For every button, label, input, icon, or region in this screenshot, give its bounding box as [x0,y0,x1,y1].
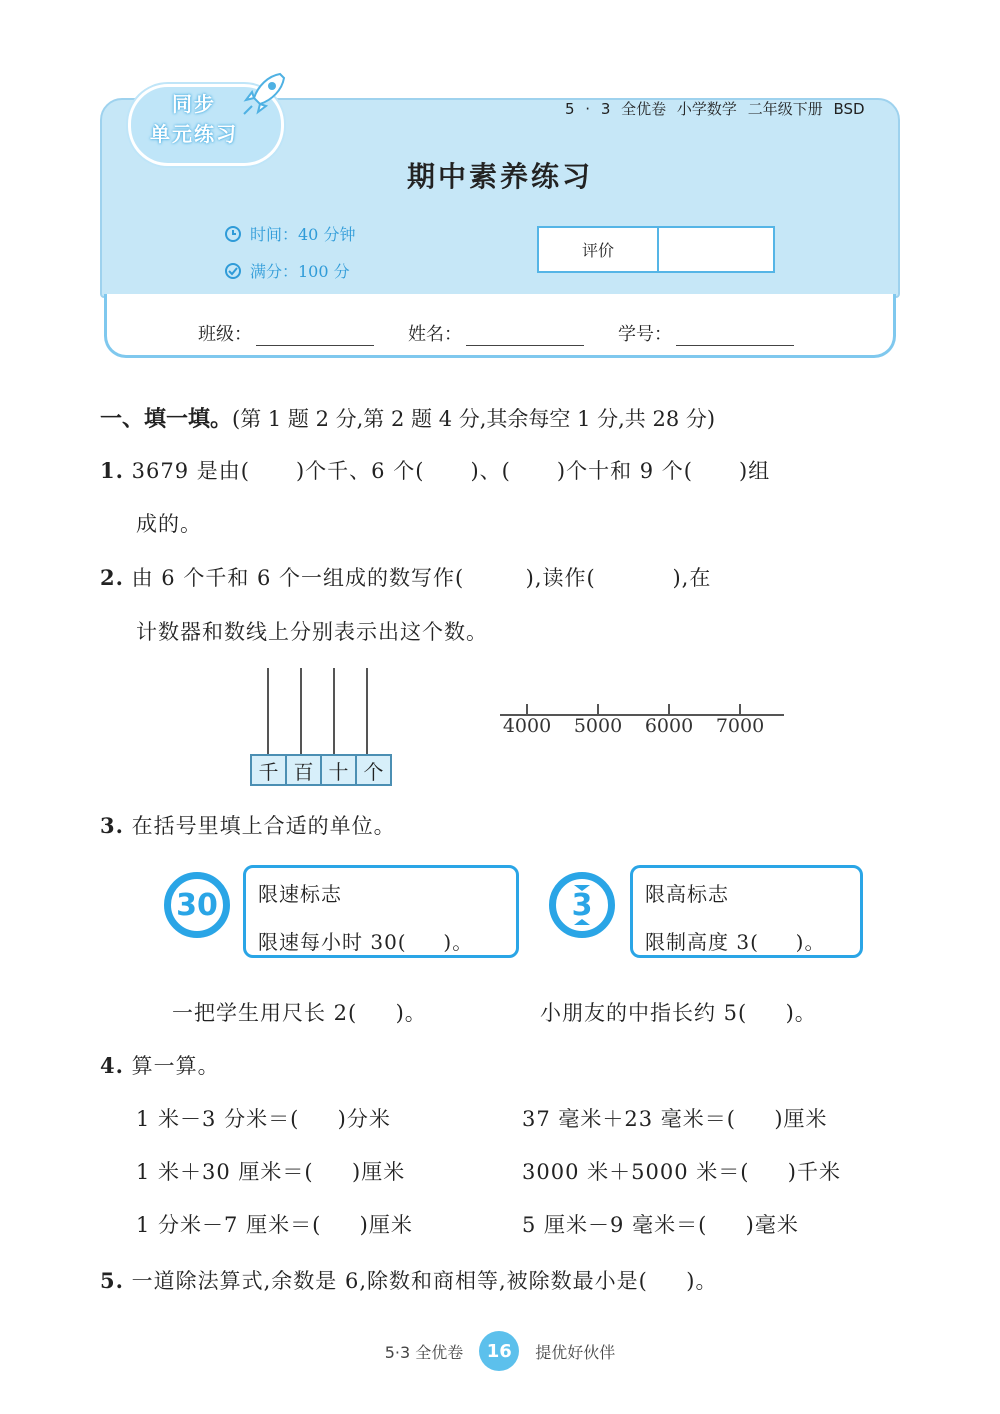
abacus-place-labels [250,754,390,786]
question-number: 4. [100,1053,124,1078]
badge-line1: 同步 [172,92,216,116]
class-label: 班级： [198,324,252,345]
abacus-counter[interactable] [250,668,390,786]
section-heading-title: 一、填一填。 [100,407,233,432]
question-1 [100,455,770,485]
question-5-text: 一道除法算式,余数是 6,除数和商相等,被除数最小是( )。 [131,1269,718,1293]
place-tens: 十 [320,754,357,786]
evaluation-field[interactable] [659,228,773,271]
page-number: 16 [479,1331,519,1371]
number-line-label: 4000 [502,715,552,737]
question-3 [100,810,396,840]
section-heading-note: (第 1 题 2 分,第 2 题 4 分,其余每空 1 分,共 28 分) [232,407,716,431]
height-limit-title: 限高标志 [645,882,729,906]
place-hundreds: 百 [285,754,322,786]
id-field [618,320,794,346]
ruler-question: 一把学生用尺长 2( )。 [172,1001,427,1025]
score-info [224,259,350,282]
question-2 [100,562,711,592]
calc-right-3: 5 厘米－9 毫米＝( )毫米 [522,1213,799,1237]
number-line-tick [668,704,670,715]
question-5 [100,1265,717,1295]
finger-question: 小朋友的中指长约 5( )。 [540,1001,817,1025]
speed-limit-text: 限速每小时 30( )。 [258,930,474,954]
badge-line2: 单元练习 [150,122,238,146]
question-3-text: 在括号里填上合适的单位。 [131,814,396,838]
height-limit-text: 限制高度 3( )。 [645,930,826,954]
question-2-line2: 计数器和数线上分别表示出这个数。 [136,620,488,644]
footer-right-text: 提优好伙伴 [535,1342,616,1362]
abacus-rod-thousands[interactable] [267,668,269,756]
check-circle-icon [224,262,242,280]
calc-left-3: 1 分米－7 厘米＝( )厘米 [136,1213,413,1237]
unit-badge [128,70,288,162]
footer-left-text: 5·3 全优卷 [384,1342,464,1362]
clock-icon [224,225,242,243]
number-line-tick [739,704,741,715]
question-number: 2. [100,565,124,590]
page-title: 期中素养练习 [406,160,593,193]
height-limit-card [630,865,863,958]
id-input-line[interactable] [676,325,794,346]
place-thousands: 千 [250,754,287,786]
time-label: 时间：40 分钟 [250,225,356,244]
name-label: 姓名： [408,324,462,345]
question-1-line2: 成的。 [136,512,202,536]
calc-right-2: 3000 米＋5000 米＝( )千米 [522,1160,841,1184]
calc-right-1: 37 毫米＋23 毫米＝( )厘米 [522,1107,828,1131]
number-line-label: 6000 [644,715,694,737]
question-4-text: 算一算。 [131,1054,220,1078]
series-info: 5 · 3 全优卷 小学数学 二年级下册 BSD [565,100,865,118]
question-1-line1: 3679 是由( )个千、6 个( )、( )个十和 9 个( )组 [131,459,771,483]
name-input-line[interactable] [466,325,584,346]
speed-limit-sign: 30 [164,872,230,938]
number-line-tick [526,704,528,715]
score-label: 满分：100 分 [250,262,350,281]
calc-left-1: 1 米－3 分米＝( )分米 [136,1107,391,1131]
rocket-icon [240,70,288,118]
abacus-rod-ones[interactable] [366,668,368,756]
id-label: 学号： [618,324,672,345]
speed-limit-card [243,865,519,958]
height-limit-value: 3 [571,887,593,923]
question-number: 1. [100,458,124,483]
name-field [408,320,584,346]
question-number: 3. [100,813,124,838]
question-2-line1: 由 6 个千和 6 个一组成的数写作( ),读作( ),在 [131,566,712,590]
evaluation-box [537,226,775,273]
question-number: 5. [100,1268,124,1293]
class-input-line[interactable] [256,325,374,346]
height-limit-sign [549,872,615,938]
number-line-label: 7000 [715,715,765,737]
place-ones: 个 [355,754,392,786]
class-field [198,320,374,346]
abacus-rod-hundreds[interactable] [300,668,302,756]
number-line-label: 5000 [573,715,623,737]
speed-limit-title: 限速标志 [258,882,342,906]
page-footer [0,1331,1000,1371]
time-info [224,222,355,245]
abacus-rod-tens[interactable] [333,668,335,756]
number-line-tick [597,704,599,715]
evaluation-label: 评价 [539,228,659,271]
calc-left-2: 1 米＋30 厘米＝( )厘米 [136,1160,406,1184]
number-line[interactable] [500,700,790,750]
section-heading [100,402,715,433]
question-4 [100,1050,220,1080]
